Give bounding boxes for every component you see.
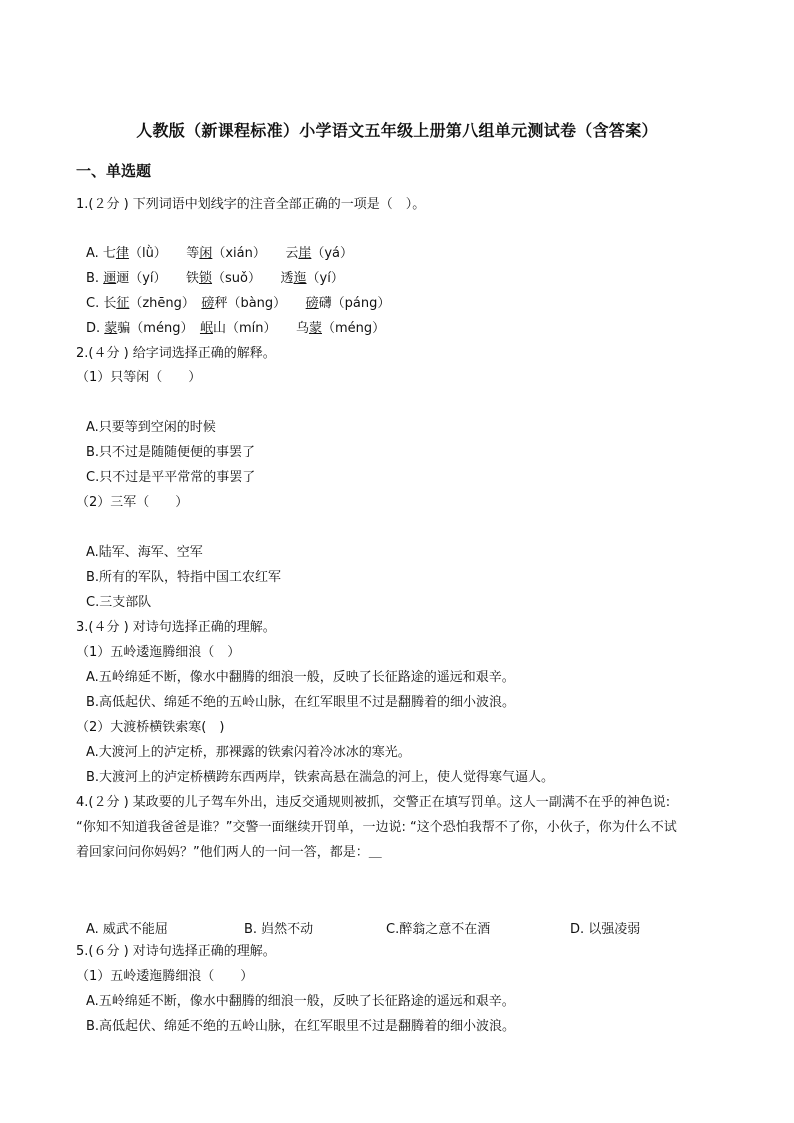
q1-a-underlined-2: 闲 <box>199 246 213 261</box>
question-4-line-1: 4.(２分 ) 某政要的儿子驾车外出，违反交通规则被抓，交警正在填写罚单。这人一副满不在乎的神色说: <box>76 795 671 810</box>
question-4-line-3: 着回家问问你妈妈？”他们两人的一问一答，都是：＿ <box>76 845 382 860</box>
q4-option-d: D. 以强凌弱 <box>570 922 641 937</box>
q1-option-b <box>86 270 344 288</box>
q3-sub2-option-b: B.大渡河上的泸定桥横跨东西两岸，铁索高悬在湍急的河上，使人觉得寒气逼人。 <box>86 770 555 785</box>
q2-sub2-option-b: B.所有的军队，特指中国工农红军 <box>86 570 282 585</box>
q1-c-text: （zhēng） <box>129 296 202 311</box>
question-4-line-2: “你知不知道我爸爸是谁？”交警一面继续开罚单，一边说: “这个恐怕我帮不了你，小伙子，你为什么不试 <box>76 820 677 835</box>
q1-d-underlined-3: 蒙 <box>308 321 322 336</box>
q5-sub1-option-a: A.五岭绵延不断，像水中翻腾的细浪一般，反映了长征路途的遥远和艰辛。 <box>86 994 515 1009</box>
q1-a-underlined-3: 崖 <box>298 246 312 261</box>
q1-option-c <box>86 295 390 313</box>
q1-b-text: B. <box>86 271 104 286</box>
q2-sub1-option-b: B.只不过是随随便便的事罢了 <box>86 445 256 460</box>
q1-b-text: （suǒ） 透 <box>212 271 294 286</box>
q1-a-text: （lǜ） 等 <box>128 246 200 261</box>
q1-b-underlined-2: 锁 <box>199 271 213 286</box>
q1-option-a <box>86 245 353 263</box>
q1-b-underlined-3: 迤 <box>293 271 307 286</box>
q2-sub1-option-c: C.只不过是平平常常的事罢了 <box>86 470 256 485</box>
q1-a-text: A. 七 <box>86 246 116 261</box>
q4-option-b: B. 岿然不动 <box>244 922 314 937</box>
q1-d-text: （méng） <box>322 321 386 336</box>
q1-c-underlined-3: 磅 <box>305 296 319 311</box>
q1-d-text: 骗（méng） <box>117 321 200 336</box>
q1-c-text: 礴（páng） <box>318 296 391 311</box>
question-5-stem: 5.(６分 ) 对诗句选择正确的理解。 <box>76 944 276 959</box>
q1-c-text: 秤（bàng） <box>214 296 306 311</box>
q1-d-text: 山（mín） 乌 <box>212 321 309 336</box>
q2-sub2-option-a: A.陆军、海军、空军 <box>86 545 203 560</box>
q1-a-underlined-1: 律 <box>115 246 129 261</box>
q5-sub1-option-b: B.高低起伏、绵延不绝的五岭山脉，在红军眼里不过是翻腾着的细小波浪。 <box>86 1019 516 1034</box>
question-3-stem: 3.(４分 ) 对诗句选择正确的理解。 <box>76 620 276 635</box>
q1-option-d <box>86 320 385 338</box>
q3-sub-2: （2）大渡桥横铁索寒( ) <box>76 720 225 735</box>
q1-b-underlined-1: 逦 <box>103 271 117 286</box>
q1-b-text: 逦（yí） 铁 <box>116 271 200 286</box>
q2-sub-2: （2）三军（ ） <box>76 495 189 510</box>
q3-sub1-option-a: A.五岭绵延不断，像水中翻腾的细浪一般，反映了长征路途的遥远和艰辛。 <box>86 670 515 685</box>
q1-c-underlined-1: 征 <box>116 296 130 311</box>
q5-sub-1: （1）五岭逶迤腾细浪（ ） <box>76 969 254 984</box>
q1-d-underlined-2: 岷 <box>199 321 213 336</box>
q3-sub2-option-a: A.大渡河上的泸定桥，那裸露的铁索闪着冷冰冰的寒光。 <box>86 745 411 760</box>
q1-a-text: （yá） <box>311 246 354 261</box>
page-title: 人教版（新课程标准）小学语文五年级上册第八组单元测试卷（含答案） <box>136 121 658 140</box>
q1-d-text: D. <box>86 321 105 336</box>
q1-a-text: （xián） 云 <box>212 246 299 261</box>
q3-sub1-option-b: B.高低起伏、绵延不绝的五岭山脉，在红军眼里不过是翻腾着的细小波浪。 <box>86 695 516 710</box>
q1-b-text: （yí） <box>306 271 344 286</box>
q1-c-text: C. 长 <box>86 296 117 311</box>
q3-sub-1: （1）五岭逶迤腾细浪（ ） <box>76 645 241 660</box>
question-1-stem: 1.(２分 ) 下列词语中划线字的注音全部正确的一项是（ ）。 <box>76 197 426 212</box>
q2-sub2-option-c: C.三支部队 <box>86 595 152 610</box>
q1-d-underlined-1: 蒙 <box>104 321 118 336</box>
question-2-stem: 2.(４分 ) 给字词选择正确的解释。 <box>76 346 276 361</box>
section-heading: 一、单选题 <box>76 162 152 180</box>
q4-option-c: C.醉翁之意不在酒 <box>386 922 491 937</box>
q1-c-underlined-2: 磅 <box>201 296 215 311</box>
q2-sub-1: （1）只等闲（ ） <box>76 370 202 385</box>
q2-sub1-option-a: A.只要等到空闲的时候 <box>86 420 216 435</box>
q4-option-a: A. 威武不能屈 <box>86 922 168 937</box>
